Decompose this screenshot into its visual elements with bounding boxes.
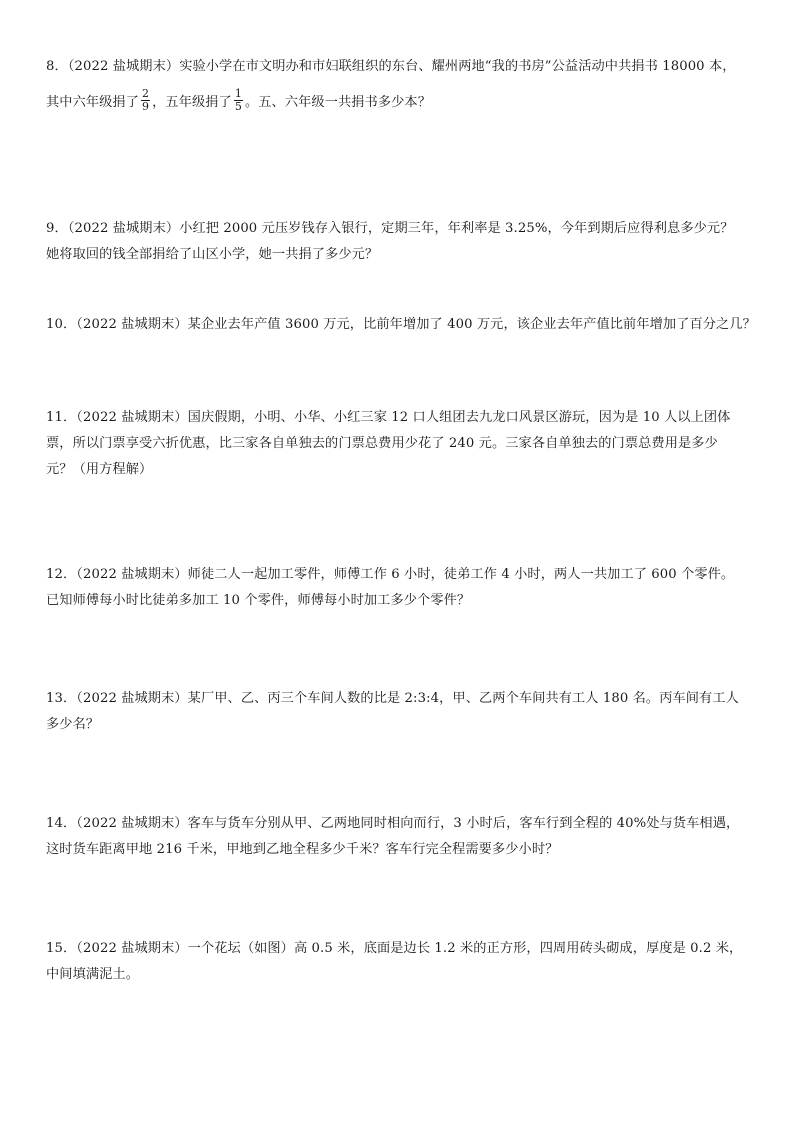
problem-10-line-1: 10．（2022 盐城期末）某企业去年产值 3600 万元，比前年增加了 400 万元，该企业去年产值比前年增加了百分之几？ — [46, 317, 756, 332]
problem-number: 12 — [46, 567, 63, 582]
problem-source: （2022 盐城期末） — [76, 317, 188, 332]
problem-9 — [46, 216, 754, 268]
problem-13-line-1: 13．（2022 盐城期末）某厂甲、乙、丙三个车间人数的比是 2:3:4，甲、乙两个车间共有工人 180 名。丙车间有工人 — [46, 691, 739, 706]
problem-number: 14 — [46, 816, 63, 831]
problem-8 — [46, 54, 754, 116]
fraction-denominator: 9 — [142, 100, 150, 113]
problem-number: 13 — [46, 691, 63, 706]
problem-10 — [46, 312, 754, 338]
problem-text: 小红把 2000 元压岁钱存入银行，定期三年，年利率是 3.25%，今年到期后应得利息多少元？ — [179, 221, 734, 236]
problem-9-line-1: 9．（2022 盐城期末）小红把 2000 元压岁钱存入银行，定期三年，年利率是 3.25%，今年到期后应得利息多少元？ — [46, 221, 734, 236]
problem-13-line-2: 多少名？ — [46, 717, 100, 732]
problem-12-line-1: 12．（2022 盐城期末）师徒二人一起加工零件，师傅工作 6 小时，徒弟工作 4 小时，两人一共加工了 600 个零件。 — [46, 567, 735, 582]
fraction-one-fifth — [234, 88, 243, 113]
problem-source: （2022 盐城期末） — [76, 941, 188, 956]
problem-source: （2022 盐城期末） — [76, 567, 188, 582]
problem-text: 。五、六年级一共捐书多少本？ — [244, 95, 431, 110]
problem-number: 8 — [46, 59, 55, 74]
problem-13 — [46, 686, 754, 738]
problem-text: ，五年级捐了 — [152, 95, 232, 110]
problem-11-line-3: 元？（用方程解） — [46, 462, 153, 477]
problem-number: 9 — [46, 221, 55, 236]
problem-source: （2022 盐城期末） — [76, 410, 188, 425]
fraction-two-ninths — [141, 88, 150, 113]
problem-number: 15 — [46, 941, 63, 956]
problem-text: 客车与货车分别从甲、乙两地同时相向而行，3 小时后，客车行到全程的 40%处与货车相遇， — [187, 816, 740, 831]
problem-15-line-1: 15．（2022 盐城期末）一个花坛（如图）高 0.5 米，底面是边长 1.2 米的正方形，四周用砖头砌成，厚度是 0.2 米， — [46, 941, 743, 956]
problem-12 — [46, 562, 754, 614]
problem-number: 11 — [46, 410, 63, 425]
problem-text: 师徒二人一起加工零件，师傅工作 6 小时，徒弟工作 4 小时，两人一共加工了 600 个零件。 — [187, 567, 735, 582]
problem-9-line-2: 她将取回的钱全部捐给了山区小学，她一共捐了多少元？ — [46, 247, 379, 262]
fraction-numerator: 1 — [234, 87, 242, 100]
problem-14 — [46, 811, 754, 863]
problem-8-line-2 — [46, 87, 754, 116]
problem-11 — [46, 405, 754, 483]
problem-text: 一个花坛（如图）高 0.5 米，底面是边长 1.2 米的正方形，四周用砖头砌成，厚度是 0.2 米， — [187, 941, 743, 956]
problem-text: 某企业去年产值 3600 万元，比前年增加了 400 万元，该企业去年产值比前年增加了百分之几？ — [187, 317, 756, 332]
problem-text: 实验小学在市文明办和市妇联组织的东台、耀州两地“我的书房”公益活动中共捐书 18000 本， — [179, 59, 736, 74]
problem-11-line-1: 11．（2022 盐城期末）国庆假期，小明、小华、小红三家 12 口人组团去九龙口风景区游玩，因为是 10 人以上团体 — [46, 410, 731, 425]
problem-14-line-2: 这时货车距离甲地 216 千米，甲地到乙地全程多少千米？客车行完全程需要多少小时？ — [46, 842, 559, 857]
problem-11-line-2: 票，所以门票享受六折优惠，比三家各自单独去的门票总费用少花了 240 元。三家各自单独去的门票总费用是多少 — [46, 436, 718, 451]
problem-15-line-2: 中间填满泥土。 — [46, 967, 140, 982]
problem-number: 10 — [46, 317, 63, 332]
problem-source: （2022 盐城期末） — [76, 816, 188, 831]
problem-text: 其中六年级捐了 — [46, 95, 140, 110]
problem-14-line-1: 14．（2022 盐城期末）客车与货车分别从甲、乙两地同时相向而行，3 小时后，客车行到全程的 40%处与货车相遇， — [46, 816, 740, 831]
problem-text: 国庆假期，小明、小华、小红三家 12 口人组团去九龙口风景区游玩，因为是 10 人以上团体 — [187, 410, 731, 425]
problem-source: （2022 盐城期末） — [76, 691, 188, 706]
problem-15 — [46, 936, 754, 988]
fraction-denominator: 5 — [234, 100, 242, 113]
fraction-numerator: 2 — [142, 87, 150, 100]
problem-text: 某厂甲、乙、丙三个车间人数的比是 2:3:4，甲、乙两个车间共有工人 180 名。丙车间有工人 — [187, 691, 739, 706]
problem-source: （2022 盐城期末） — [67, 221, 180, 236]
problem-8-line-1: 8．（2022 盐城期末）实验小学在市文明办和市妇联组织的东台、耀州两地“我的书房”公益活动中共捐书 18000 本， — [46, 59, 736, 74]
problem-12-line-2: 已知师傅每小时比徒弟多加工 10 个零件，师傅每小时加工多少个零件？ — [46, 593, 471, 608]
problem-source: （2022 盐城期末） — [67, 59, 180, 74]
